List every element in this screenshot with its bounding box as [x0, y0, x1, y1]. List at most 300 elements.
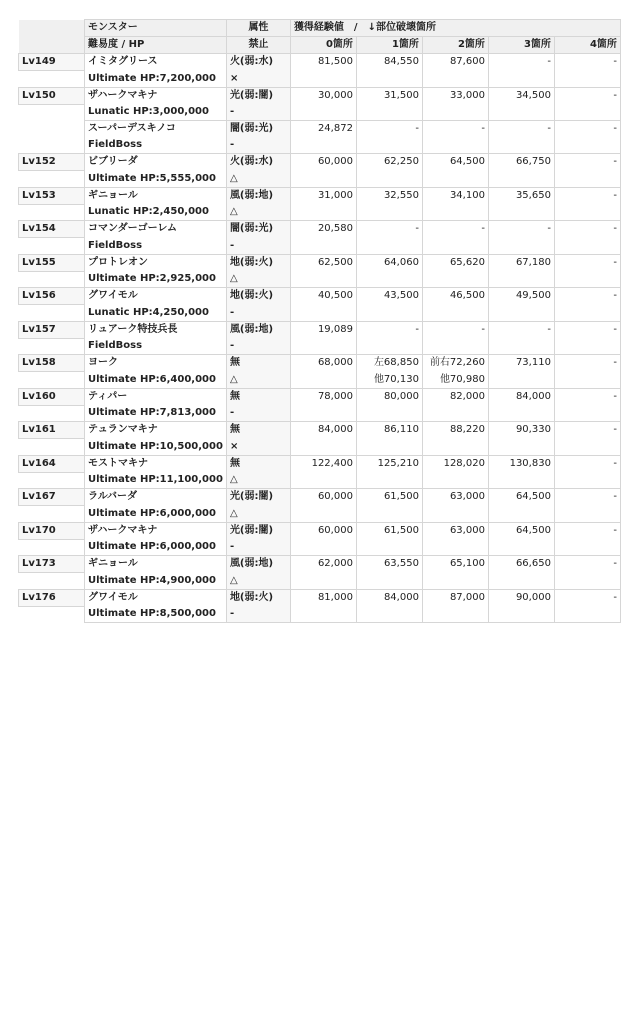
exp-value-cell: -	[422, 121, 488, 138]
exp-value-cell: 62,000	[290, 556, 356, 573]
exp-value-cell: -	[488, 121, 554, 138]
level-cell: Lv173	[19, 556, 85, 573]
exp-value-extra-cell	[488, 137, 554, 154]
monster-name: グワイモル	[85, 589, 227, 606]
difficulty-hp: Ultimate HP:6,000,000	[85, 506, 227, 523]
exp-value-cell: -	[554, 87, 620, 104]
exp-value-extra-cell: 他70,130	[356, 372, 422, 389]
exp-value-cell: -	[422, 221, 488, 238]
forbid-cell: -	[226, 405, 290, 422]
exp-value-extra-cell	[488, 171, 554, 188]
level-blank-cell	[19, 472, 85, 489]
difficulty-hp: FieldBoss	[85, 338, 227, 355]
exp-value-cell: -	[356, 121, 422, 138]
exp-value-extra-cell	[422, 506, 488, 523]
exp-value-cell: -	[554, 556, 620, 573]
monster-name: ヨーク	[85, 355, 227, 372]
forbid-cell: -	[226, 305, 290, 322]
exp-value-cell: 78,000	[290, 388, 356, 405]
exp-value-extra-cell	[488, 305, 554, 322]
exp-value-extra-cell	[290, 137, 356, 154]
monster-name: ギニョール	[85, 556, 227, 573]
forbid-cell: △	[226, 372, 290, 389]
exp-value-extra-cell	[290, 204, 356, 221]
exp-value-extra-cell	[554, 271, 620, 288]
exp-value-cell: 68,000	[290, 355, 356, 372]
table-row	[19, 556, 621, 573]
monster-name: ザハークマキナ	[85, 522, 227, 539]
table-row	[19, 522, 621, 539]
difficulty-hp: Ultimate HP:8,500,000	[85, 606, 227, 623]
exp-value-cell: -	[554, 321, 620, 338]
forbid-cell: ×	[226, 439, 290, 456]
exp-value-cell: 60,000	[290, 522, 356, 539]
forbid-cell: △	[226, 171, 290, 188]
exp-value-cell: 122,400	[290, 455, 356, 472]
table-row	[19, 221, 621, 238]
exp-value-cell: 62,500	[290, 254, 356, 271]
table-row	[19, 472, 621, 489]
exp-value-cell: 31,500	[356, 87, 422, 104]
exp-value-extra-cell: 他70,980	[422, 372, 488, 389]
exp-value-extra-cell	[290, 606, 356, 623]
table-row	[19, 288, 621, 305]
exp-value-extra-cell	[554, 204, 620, 221]
exp-value-extra-cell	[554, 171, 620, 188]
exp-value-extra-cell	[422, 606, 488, 623]
exp-value-extra-cell	[554, 71, 620, 88]
exp-value-extra-cell	[422, 104, 488, 121]
table-row	[19, 187, 621, 204]
forbid-cell: -	[226, 238, 290, 255]
exp-value-cell: -	[554, 388, 620, 405]
exp-value-extra-cell	[356, 305, 422, 322]
table-row	[19, 104, 621, 121]
exp-value-cell: 130,830	[488, 455, 554, 472]
monster-name: イミタグリース	[85, 54, 227, 71]
exp-value-cell: 64,500	[488, 522, 554, 539]
table-row	[19, 606, 621, 623]
exp-value-extra-cell	[356, 573, 422, 590]
exp-value-cell: 61,500	[356, 522, 422, 539]
monster-name: プロトレオン	[85, 254, 227, 271]
exp-value-extra-cell	[290, 405, 356, 422]
exp-value-cell: 43,500	[356, 288, 422, 305]
monster-name: コマンダーゴーレム	[85, 221, 227, 238]
monster-name: ザハークマキナ	[85, 87, 227, 104]
exp-value-cell: 84,000	[488, 388, 554, 405]
monster-exp-table	[18, 19, 621, 623]
exp-value-extra-cell	[554, 405, 620, 422]
exp-value-cell: 90,330	[488, 422, 554, 439]
level-cell: Lv176	[19, 589, 85, 606]
level-blank-cell	[19, 305, 85, 322]
exp-value-cell: 66,650	[488, 556, 554, 573]
exp-value-cell: -	[554, 221, 620, 238]
header-empty-cell	[554, 20, 620, 37]
monster-name: リュアーク特技兵長	[85, 321, 227, 338]
forbid-cell: -	[226, 338, 290, 355]
attribute-cell: 無	[226, 455, 290, 472]
header-attr: 属性	[226, 20, 290, 37]
exp-value-extra-cell	[356, 405, 422, 422]
exp-value-cell: 46,500	[422, 288, 488, 305]
exp-value-extra-cell	[422, 171, 488, 188]
table-row	[19, 271, 621, 288]
difficulty-hp: Ultimate HP:4,900,000	[85, 573, 227, 590]
exp-value-cell: -	[356, 321, 422, 338]
exp-value-extra-cell	[356, 171, 422, 188]
monster-name: グワイモル	[85, 288, 227, 305]
attribute-cell: 光(弱:闇)	[226, 489, 290, 506]
monster-name: ティパー	[85, 388, 227, 405]
exp-value-cell: 63,000	[422, 489, 488, 506]
table-row	[19, 405, 621, 422]
exp-value-cell: 64,060	[356, 254, 422, 271]
exp-value-extra-cell	[356, 238, 422, 255]
header-monster: モンスター	[85, 20, 227, 37]
table-row	[19, 506, 621, 523]
attribute-cell: 闇(弱:光)	[226, 121, 290, 138]
difficulty-hp: FieldBoss	[85, 137, 227, 154]
exp-value-cell: -	[554, 121, 620, 138]
exp-value-extra-cell	[290, 439, 356, 456]
difficulty-hp: Ultimate HP:7,200,000	[85, 71, 227, 88]
exp-value-cell: 20,580	[290, 221, 356, 238]
monster-name: スーパーデスキノコ	[85, 121, 227, 138]
level-blank-cell	[19, 71, 85, 88]
exp-value-extra-cell	[554, 439, 620, 456]
header-col-3: 3箇所	[488, 37, 554, 54]
exp-value-cell: -	[356, 221, 422, 238]
difficulty-hp: FieldBoss	[85, 238, 227, 255]
exp-value-extra-cell	[554, 137, 620, 154]
exp-value-cell: 34,500	[488, 87, 554, 104]
exp-value-extra-cell	[422, 472, 488, 489]
table-row	[19, 455, 621, 472]
exp-value-extra-cell	[488, 405, 554, 422]
exp-value-cell: 34,100	[422, 187, 488, 204]
exp-value-extra-cell	[290, 238, 356, 255]
exp-value-cell: 87,600	[422, 54, 488, 71]
header-empty-cell	[488, 20, 554, 37]
header-col-2: 2箇所	[422, 37, 488, 54]
forbid-cell: -	[226, 104, 290, 121]
monster-name: テュランマキナ	[85, 422, 227, 439]
exp-value-extra-cell	[356, 506, 422, 523]
exp-value-extra-cell	[356, 338, 422, 355]
exp-value-cell: 35,650	[488, 187, 554, 204]
exp-value-cell: -	[554, 489, 620, 506]
exp-value-extra-cell	[488, 104, 554, 121]
exp-value-cell: -	[554, 254, 620, 271]
exp-value-cell: 62,250	[356, 154, 422, 171]
difficulty-hp: Lunatic HP:4,250,000	[85, 305, 227, 322]
exp-value-extra-cell	[422, 271, 488, 288]
exp-value-cell: 86,110	[356, 422, 422, 439]
attribute-cell: 光(弱:闇)	[226, 522, 290, 539]
exp-value-extra-cell	[422, 305, 488, 322]
forbid-cell: △	[226, 573, 290, 590]
forbid-cell: -	[226, 606, 290, 623]
exp-value-cell: -	[488, 321, 554, 338]
level-cell: Lv170	[19, 522, 85, 539]
exp-value-cell: 82,000	[422, 388, 488, 405]
exp-value-extra-cell	[422, 204, 488, 221]
monster-name: モストマキナ	[85, 455, 227, 472]
monster-name: ビブリーダ	[85, 154, 227, 171]
level-cell: Lv158	[19, 355, 85, 372]
exp-value-cell: -	[488, 221, 554, 238]
header-blank-cell	[19, 20, 85, 37]
exp-value-cell: 30,000	[290, 87, 356, 104]
attribute-cell: 地(弱:火)	[226, 254, 290, 271]
attribute-cell: 火(弱:水)	[226, 154, 290, 171]
monster-name: ラルバーダ	[85, 489, 227, 506]
level-blank-cell	[19, 606, 85, 623]
exp-value-extra-cell	[290, 271, 356, 288]
table-row	[19, 54, 621, 71]
exp-value-cell: 60,000	[290, 154, 356, 171]
exp-value-cell: 81,500	[290, 54, 356, 71]
level-cell: Lv153	[19, 187, 85, 204]
difficulty-hp: Ultimate HP:7,813,000	[85, 405, 227, 422]
level-blank-cell	[19, 338, 85, 355]
exp-value-extra-cell	[356, 439, 422, 456]
table-row	[19, 439, 621, 456]
difficulty-hp: Lunatic HP:2,450,000	[85, 204, 227, 221]
header-col-4: 4箇所	[554, 37, 620, 54]
table-row	[19, 87, 621, 104]
attribute-cell: 火(弱:水)	[226, 54, 290, 71]
exp-value-cell: 前右72,260	[422, 355, 488, 372]
level-cell: Lv161	[19, 422, 85, 439]
table-row	[19, 121, 621, 138]
exp-value-cell: 125,210	[356, 455, 422, 472]
level-cell: Lv164	[19, 455, 85, 472]
exp-value-extra-cell	[290, 372, 356, 389]
exp-value-extra-cell	[488, 472, 554, 489]
forbid-cell: -	[226, 539, 290, 556]
exp-value-extra-cell	[554, 338, 620, 355]
attribute-cell: 無	[226, 388, 290, 405]
exp-value-extra-cell	[422, 338, 488, 355]
difficulty-hp: Lunatic HP:3,000,000	[85, 104, 227, 121]
exp-value-cell: 66,750	[488, 154, 554, 171]
exp-value-extra-cell	[554, 238, 620, 255]
difficulty-hp: Ultimate HP:6,000,000	[85, 539, 227, 556]
level-cell: Lv155	[19, 254, 85, 271]
forbid-cell: -	[226, 137, 290, 154]
table-row	[19, 238, 621, 255]
table-row	[19, 137, 621, 154]
level-blank-cell	[19, 573, 85, 590]
header-difficulty-hp: 難易度 / HP	[85, 37, 227, 54]
difficulty-hp: Ultimate HP:6,400,000	[85, 372, 227, 389]
exp-value-extra-cell	[356, 71, 422, 88]
exp-value-extra-cell	[422, 573, 488, 590]
level-cell: Lv160	[19, 388, 85, 405]
exp-value-extra-cell	[488, 539, 554, 556]
exp-value-extra-cell	[356, 539, 422, 556]
table-row	[19, 154, 621, 171]
table-row	[19, 321, 621, 338]
difficulty-hp: Ultimate HP:5,555,000	[85, 171, 227, 188]
table-row	[19, 305, 621, 322]
exp-value-cell: 87,000	[422, 589, 488, 606]
exp-value-extra-cell	[554, 573, 620, 590]
exp-value-cell: 31,000	[290, 187, 356, 204]
exp-value-extra-cell	[554, 606, 620, 623]
monster-name: ギニョール	[85, 187, 227, 204]
table-row	[19, 254, 621, 271]
level-cell: Lv154	[19, 221, 85, 238]
exp-value-extra-cell	[488, 338, 554, 355]
exp-value-extra-cell	[290, 539, 356, 556]
exp-value-cell: 24,872	[290, 121, 356, 138]
attribute-cell: 闇(弱:光)	[226, 221, 290, 238]
exp-value-cell: 90,000	[488, 589, 554, 606]
level-cell: Lv167	[19, 489, 85, 506]
table-row	[19, 589, 621, 606]
exp-value-cell: -	[554, 522, 620, 539]
exp-value-extra-cell	[290, 472, 356, 489]
attribute-cell: 無	[226, 355, 290, 372]
exp-value-cell: 80,000	[356, 388, 422, 405]
forbid-cell: △	[226, 472, 290, 489]
header-row-2	[19, 37, 621, 54]
table-row	[19, 204, 621, 221]
forbid-cell: △	[226, 204, 290, 221]
exp-value-extra-cell	[356, 137, 422, 154]
level-blank-cell	[19, 506, 85, 523]
exp-value-cell: -	[488, 54, 554, 71]
header-col-0: 0箇所	[290, 37, 356, 54]
exp-value-cell: 65,620	[422, 254, 488, 271]
forbid-cell: △	[226, 271, 290, 288]
header-forbid: 禁止	[226, 37, 290, 54]
level-blank-cell	[19, 171, 85, 188]
exp-value-extra-cell	[488, 439, 554, 456]
header-col-1: 1箇所	[356, 37, 422, 54]
exp-value-cell: 65,100	[422, 556, 488, 573]
forbid-cell: △	[226, 506, 290, 523]
header-row-1	[19, 20, 621, 37]
exp-value-extra-cell	[422, 137, 488, 154]
exp-value-extra-cell	[290, 305, 356, 322]
exp-value-extra-cell	[356, 472, 422, 489]
exp-value-extra-cell	[554, 372, 620, 389]
level-blank-cell	[19, 238, 85, 255]
exp-value-cell: 19,089	[290, 321, 356, 338]
level-cell: Lv150	[19, 87, 85, 104]
exp-value-extra-cell	[554, 104, 620, 121]
level-blank-cell	[19, 271, 85, 288]
exp-value-extra-cell	[422, 539, 488, 556]
exp-value-extra-cell	[488, 372, 554, 389]
exp-value-extra-cell	[290, 506, 356, 523]
level-blank-cell	[19, 104, 85, 121]
difficulty-hp: Ultimate HP:11,100,000	[85, 472, 227, 489]
exp-value-cell: 32,550	[356, 187, 422, 204]
exp-value-cell: -	[554, 54, 620, 71]
table-row	[19, 171, 621, 188]
exp-value-cell: -	[554, 154, 620, 171]
table-row	[19, 489, 621, 506]
exp-value-cell: 40,500	[290, 288, 356, 305]
exp-value-cell: 88,220	[422, 422, 488, 439]
header-blank-cell	[19, 37, 85, 54]
level-cell: Lv156	[19, 288, 85, 305]
exp-value-cell: 33,000	[422, 87, 488, 104]
exp-value-cell: 左68,850	[356, 355, 422, 372]
exp-value-extra-cell	[554, 539, 620, 556]
table-row	[19, 355, 621, 372]
table-row	[19, 573, 621, 590]
exp-value-cell: 60,000	[290, 489, 356, 506]
attribute-cell: 地(弱:火)	[226, 589, 290, 606]
exp-value-cell: -	[554, 455, 620, 472]
table-body	[19, 54, 621, 623]
exp-value-extra-cell	[488, 606, 554, 623]
exp-value-extra-cell	[290, 338, 356, 355]
exp-value-cell: 128,020	[422, 455, 488, 472]
exp-value-extra-cell	[488, 238, 554, 255]
exp-value-extra-cell	[554, 472, 620, 489]
exp-value-extra-cell	[422, 71, 488, 88]
exp-value-cell: -	[554, 422, 620, 439]
table-row	[19, 422, 621, 439]
table-row	[19, 71, 621, 88]
exp-value-cell: 61,500	[356, 489, 422, 506]
header-exp-group: 獲得経験値 / ↓部位破壊箇所	[290, 20, 488, 37]
attribute-cell: 風(弱:地)	[226, 321, 290, 338]
level-cell	[19, 121, 85, 138]
level-cell: Lv149	[19, 54, 85, 71]
difficulty-hp: Ultimate HP:2,925,000	[85, 271, 227, 288]
exp-value-cell: -	[554, 187, 620, 204]
difficulty-hp: Ultimate HP:10,500,000	[85, 439, 227, 456]
exp-value-extra-cell	[488, 204, 554, 221]
level-cell: Lv157	[19, 321, 85, 338]
attribute-cell: 風(弱:地)	[226, 556, 290, 573]
exp-value-extra-cell	[488, 506, 554, 523]
level-cell: Lv152	[19, 154, 85, 171]
exp-value-extra-cell	[356, 606, 422, 623]
exp-value-cell: 81,000	[290, 589, 356, 606]
exp-value-extra-cell	[488, 573, 554, 590]
exp-value-extra-cell	[290, 71, 356, 88]
exp-value-extra-cell	[422, 405, 488, 422]
exp-value-extra-cell	[290, 171, 356, 188]
exp-value-cell: 63,550	[356, 556, 422, 573]
attribute-cell: 風(弱:地)	[226, 187, 290, 204]
table-row	[19, 388, 621, 405]
exp-value-extra-cell	[290, 104, 356, 121]
forbid-cell: ×	[226, 71, 290, 88]
exp-value-extra-cell	[422, 439, 488, 456]
exp-value-extra-cell	[554, 305, 620, 322]
exp-value-cell: 64,500	[422, 154, 488, 171]
exp-value-cell: 84,000	[356, 589, 422, 606]
exp-value-cell: -	[554, 355, 620, 372]
exp-value-cell: -	[554, 288, 620, 305]
attribute-cell: 地(弱:火)	[226, 288, 290, 305]
exp-value-cell: 64,500	[488, 489, 554, 506]
attribute-cell: 光(弱:闇)	[226, 87, 290, 104]
exp-value-cell: 84,550	[356, 54, 422, 71]
level-blank-cell	[19, 372, 85, 389]
